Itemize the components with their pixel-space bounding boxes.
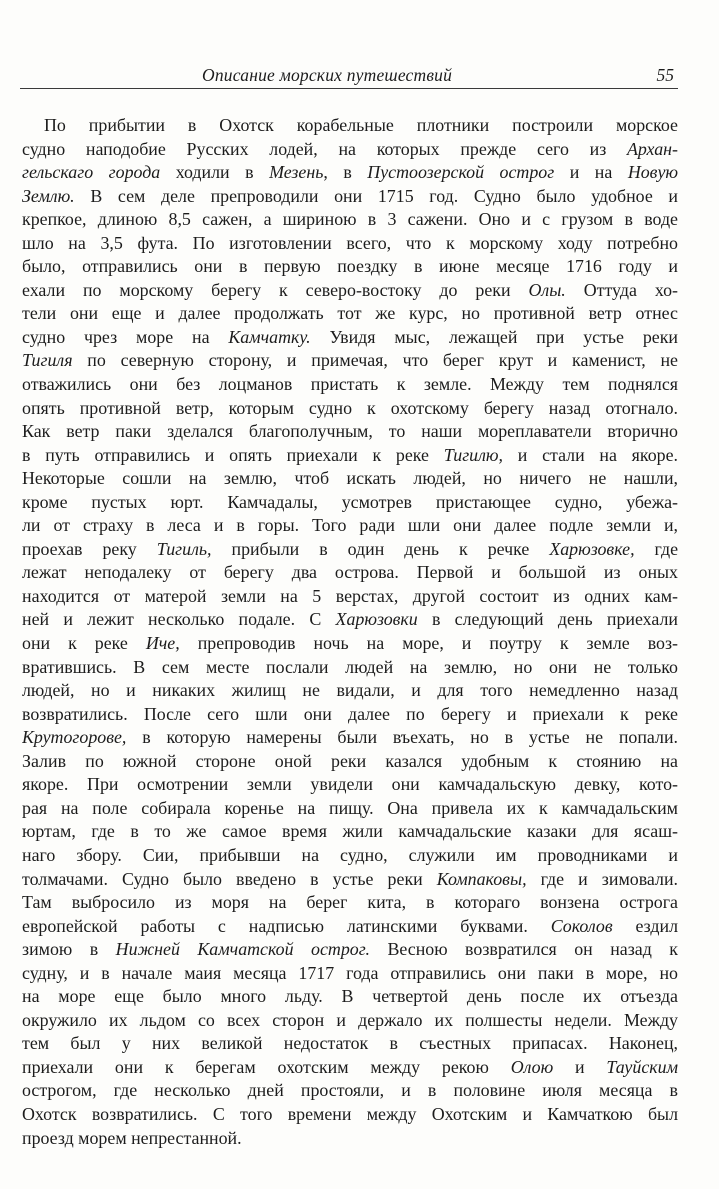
text-run: находится от матерой земли на 5 верстах, другой состоит из одних кам- — [22, 585, 678, 606]
text-run: и — [553, 1056, 607, 1077]
text-line — [22, 962, 678, 986]
italic-term: Архан- — [627, 138, 678, 159]
text-run: опять противной ветр, которым судно к охотскому берегу назад отогнало. — [22, 397, 678, 418]
italic-term: Мезень — [269, 162, 324, 183]
text-line — [22, 844, 678, 868]
text-run: окружило их льдом со всех сторон и держало их полшесты недели. Между — [22, 1009, 678, 1030]
text-run: и стали на якоре. — [503, 444, 678, 465]
text-line — [22, 1032, 678, 1056]
body-paragraph — [22, 114, 678, 1150]
text-line — [22, 797, 678, 821]
italic-term: Пустоозерской острог — [367, 162, 555, 183]
text-run: тем был у них великой недостаток в съестных припасах. Наконец, — [22, 1033, 678, 1054]
text-run: юртам, где в то же самое время жили камчадальские казаки для ясаш- — [22, 821, 678, 842]
text-run: судну, и в начале маия месяца 1717 года отправились они паки в море, но — [22, 962, 678, 983]
italic-term: Тигиля — [22, 350, 73, 371]
text-line — [22, 1127, 678, 1151]
text-line — [22, 820, 678, 844]
text-run: в которую намерены были въехать, но в устье не попали. — [126, 727, 678, 748]
text-run: европейской работы с надписью латинскими буквами. — [22, 915, 551, 936]
text-run: где и зимовали. — [526, 868, 678, 889]
text-run: Там выбросило из моря на берег кита, в котораго вонзена острога — [22, 892, 678, 913]
text-run: ли от страху в леса и в горы. Того ради шли они далее подле земли и, — [22, 515, 678, 536]
italic-term: Новую — [627, 162, 678, 183]
text-run: Оттуда хо- — [565, 279, 678, 300]
italic-term: Харюзовке, — [549, 538, 635, 559]
text-line — [22, 185, 678, 209]
text-line — [22, 750, 678, 774]
text-run: ходили в — [160, 162, 270, 183]
text-run: наго збору. Сии, прибывши на судно, служили им проводниками и — [22, 844, 678, 865]
text-line — [22, 255, 678, 279]
text-line — [22, 585, 678, 609]
text-line — [22, 985, 678, 1009]
text-run: кроме пустых юрт. Камчадалы, усмотрев пристающее судно, убежа- — [22, 491, 678, 512]
text-line — [22, 420, 678, 444]
text-line — [22, 326, 678, 350]
text-line — [22, 279, 678, 303]
text-line — [22, 161, 678, 185]
italic-term: Соколов — [550, 915, 613, 936]
text-run: ездил — [612, 915, 678, 936]
text-line — [22, 302, 678, 326]
text-line — [22, 114, 678, 138]
text-line — [22, 444, 678, 468]
text-line — [22, 656, 678, 680]
text-run: лежат неподалеку от берегу два острова. Первой и большой из оных — [22, 562, 678, 583]
text-run: По прибытии в Охотск корабельные плотники построили морское — [44, 115, 678, 135]
text-line — [22, 703, 678, 727]
text-line — [22, 514, 678, 538]
text-run: острогом, где несколько дней простояли, и в половине июля месяца в — [22, 1080, 678, 1101]
text-run: на море еще было много льду. В четвертой день после их отъезда — [22, 986, 678, 1007]
text-run: якоре. При осмотрении земли увидели они камчадальскую девку, кото- — [22, 774, 678, 795]
italic-term: Иче, — [145, 633, 180, 654]
italic-term: Крутогорове, — [22, 727, 127, 748]
text-line — [22, 1056, 678, 1080]
text-line — [22, 891, 678, 915]
text-run: Некоторые сошли на землю, чтоб искать людей, но ничего не нашли, — [22, 468, 678, 489]
text-run: проезд морем непрестанной. — [22, 1127, 242, 1148]
text-run: Залив по южной стороне оной реки казался удобным к стоянию на — [22, 750, 678, 771]
italic-term: Харюзовки — [335, 609, 418, 630]
text-run: толмачами. Судно было введено в устье реки — [22, 868, 437, 889]
text-run: тели они еще и далее продолжать тот же курс, но противной ветр отнес — [22, 303, 678, 324]
text-line — [22, 397, 678, 421]
text-run: они к реке — [22, 633, 146, 654]
text-line — [22, 491, 678, 515]
italic-term: Тауйским — [606, 1056, 678, 1077]
text-run: крепкое, длиною 8,5 сажен, а шириною в 3 сажени. Оно и с грузом в воде — [22, 209, 678, 230]
italic-term: Олою — [510, 1056, 554, 1077]
text-line — [22, 632, 678, 656]
text-run: рая на поле собирала коренье на пищу. Она привела их к камчадальским — [22, 797, 678, 818]
italic-term: Компаковы, — [436, 868, 527, 889]
text-run: судно наподобие Русских лодей, на которых прежде сего из — [22, 138, 627, 159]
text-line — [22, 938, 678, 962]
text-run: вратившись. В сем месте послали людей на землю, но они не только — [22, 656, 678, 677]
text-run: Как ветр паки зделался благополучным, то наши мореплаватели вторично — [22, 421, 678, 442]
text-line — [22, 232, 678, 256]
page-number: 55 — [656, 65, 674, 85]
italic-term: Землю. — [22, 185, 75, 206]
text-line — [22, 208, 678, 232]
text-run: шло на 3,5 фута. По изготовлении всего, что к морскому ходу потребно — [22, 232, 678, 253]
text-line — [22, 538, 678, 562]
italic-term: Тигиль, — [156, 538, 212, 559]
text-run: было, отправились они в первую поездку в июне месяце 1716 году и — [22, 256, 678, 277]
text-line — [22, 138, 678, 162]
text-run: в следующий день приехали — [417, 609, 678, 630]
italic-term: Камчатку. — [228, 326, 311, 347]
text-line — [22, 1009, 678, 1033]
text-line — [22, 561, 678, 585]
text-run: В сем деле препроводили они 1715 год. Судно было удобное и — [74, 185, 678, 206]
text-run: где — [634, 538, 678, 559]
text-run: и на — [554, 162, 628, 183]
text-line — [22, 1103, 678, 1127]
text-run: препроводив ночь на море, и поутру к земле воз- — [179, 633, 678, 654]
text-run: приехали они к берегам охотским между рекою — [22, 1056, 511, 1077]
text-line — [22, 1079, 678, 1103]
italic-term: гельскаго города — [22, 162, 161, 183]
text-line — [22, 868, 678, 892]
text-line — [22, 349, 678, 373]
text-run: прибыли в один день к речке — [211, 538, 550, 559]
running-header — [20, 64, 678, 89]
text-line — [22, 726, 678, 750]
text-run: ехали по морскому берегу к северо-востоку до реки — [22, 279, 529, 300]
text-run: Охотск возвратились. С того времени между Охотским и Камчаткою был — [22, 1103, 678, 1124]
text-run: в путь отправились и опять приехали к реке — [22, 444, 444, 465]
text-line — [22, 373, 678, 397]
text-run: зимою в — [22, 939, 116, 960]
text-run: отважились они без лоцманов пристать к земле. Между тем поднялся — [22, 374, 678, 395]
text-line — [22, 608, 678, 632]
text-run: судно чрез море на — [22, 326, 229, 347]
text-line — [22, 679, 678, 703]
text-run: Увидя мыс, лежащей при устье реки — [310, 326, 678, 347]
text-run: Весною возвратился он назад к — [369, 939, 678, 960]
text-line — [22, 467, 678, 491]
text-line — [22, 773, 678, 797]
text-run: людей, но и никаких жилищ не видали, и для того немедленно назад — [22, 680, 678, 701]
italic-term: Тигилю, — [443, 444, 504, 465]
text-line — [22, 915, 678, 939]
italic-term: Олы. — [528, 279, 566, 300]
text-run: , в — [323, 162, 368, 183]
text-run: проехав реку — [22, 538, 157, 559]
text-run: возвратились. После сего шли они далее по берегу и приехали к реке — [22, 703, 678, 724]
running-title: Описание морских путешествий — [202, 65, 453, 85]
text-run: по северную сторону, и примечая, что берег крут и каменист, не — [72, 350, 678, 371]
text-run: ней и лежит несколько подале. С — [22, 609, 336, 630]
italic-term: Нижней Камчатской острог. — [115, 939, 370, 960]
